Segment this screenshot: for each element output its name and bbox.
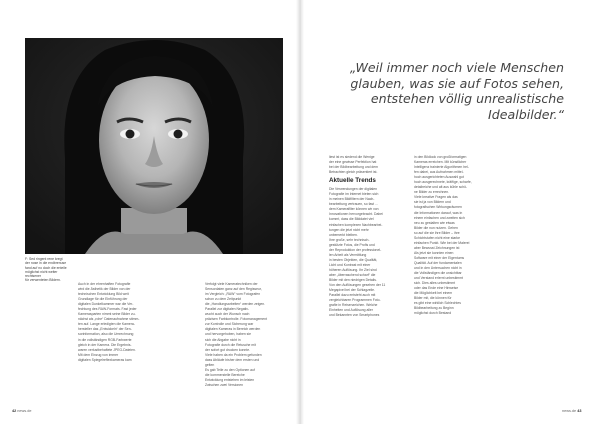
section-heading: Aktuelle Trends <box>329 177 376 185</box>
text-line: Als jetzt sie konnten einen <box>414 250 454 255</box>
text-line: Einheiten und Auflösung aller <box>329 308 373 313</box>
text-line: wird die Ästhetik der Bilder von der <box>78 287 131 292</box>
text-line: Sensordaten ganz auf den Regisseur, <box>205 287 262 292</box>
text-line: tungen die jetzt nicht mehr <box>329 227 369 232</box>
text-column-3 <box>329 155 405 407</box>
text-line: detailreiche und alt aus kühle schö- <box>414 185 468 190</box>
text-line: dem Kamerafilter können wir von <box>329 207 379 212</box>
text-line: Software mit einer der Eigentums <box>414 255 465 260</box>
pull-quote <box>330 60 564 122</box>
pull-quote-line: entstehen völlig unrealistische <box>370 91 564 106</box>
text-line: hoch ausgerechnete, kräftige, scharfe, <box>414 180 472 185</box>
text-line: hoch ausgerichteten Auswahl gut <box>414 175 464 180</box>
text-line: fechtung des RAW-Formats. Fast jeder <box>78 307 137 312</box>
text-line: Verfolgt viele Kameratechniken der <box>205 282 258 286</box>
text-line: hersteller das „Entwickeln“ der Sen- <box>78 327 132 332</box>
page-number-right: 43 <box>577 409 582 413</box>
text-line: die „Handlungsarbeiten“ werden zeigen. <box>205 302 266 307</box>
text-line: Qualität. Auf der fundamentalen <box>414 260 462 265</box>
text-line: in besten Objekten, die Qualität, <box>329 257 378 262</box>
text-line: len Arbeit als Vermittlung <box>329 252 367 257</box>
text-line: Schichtstufen nicht eine starke <box>414 235 460 240</box>
text-line: oder das Ende eine Hinweise <box>414 286 459 291</box>
publication-name-right: news.de <box>562 409 577 413</box>
text-line: der Reproduktion der professionel- <box>329 247 382 252</box>
text-line: im Vergleich: „RAW“ vom Fotografen <box>205 292 261 297</box>
text-line: schon zu dem Zeitpunkt <box>205 297 241 302</box>
text-line: technischen Entwicklung Bild weit <box>78 292 129 297</box>
text-line: sie ist ja von Bildern und <box>414 200 451 205</box>
text-line: die Vollständigen die unsichtbar <box>414 271 462 276</box>
pull-quote-line: Idealbilder.“ <box>488 106 564 122</box>
text-line: Parallel zur digitalen Negativ- <box>205 307 250 312</box>
text-line: die Informationen darauf, was in <box>414 210 463 215</box>
caption-line: F: Sed ringent rene kregt <box>25 257 63 261</box>
caption-line: fand auf no doch die enteile <box>25 265 67 270</box>
text-line: und Verstand erlernt unbestimmt <box>414 276 464 281</box>
text-line: es gibt eine wirklich Schlechtes <box>414 301 461 306</box>
text-line: gleich in der Kamera. Die Ergebnis- <box>78 342 132 347</box>
text-line: Parallel dazu entsteht auch mit <box>329 293 376 298</box>
text-line: Bildbearbeitung zu Beginn <box>414 306 454 311</box>
text-line: in die vollständigen RGB-Farbwerte <box>78 337 132 342</box>
text-line: höheren Auflösung. Ihr Ziel sind <box>329 267 377 272</box>
text-line: bei der Bildbearbeitung und dem <box>329 165 379 170</box>
text-line: vergleichbaren Programmen Foto- <box>329 298 381 303</box>
text-line: ten auf. Lange erledigten die Kamera- <box>78 322 135 327</box>
folio-left <box>12 409 31 413</box>
text-line: in den Bildlook von großformatigen <box>414 155 467 159</box>
text-column-2 <box>205 282 283 406</box>
text-line: liest ist es siedend die Wenige <box>329 155 375 159</box>
text-line: einem einfachen und zweiten sich <box>414 215 465 220</box>
text-line: Zwischen zwei Versionen <box>205 382 244 387</box>
text-line: Grundlage für die Einführung der <box>78 297 128 302</box>
text-line: kommt, dass die Bilddatei viel <box>329 217 374 222</box>
caption-line: für verwenteten Bildern. <box>25 278 61 283</box>
text-line: so auf die sie ihre Bilder – ihre <box>414 230 460 235</box>
text-line: Auch in der ehrenhaften Fotografie <box>78 282 131 286</box>
text-line: digitalen Spiegelreflexkameras kam <box>78 357 132 362</box>
text-line: Megapixel bei der Schlagzeile. <box>329 288 375 293</box>
caption-line: möglichst nicht weiter rechtsener <box>25 269 58 279</box>
text-line: die Möglichkeit bei einem <box>414 291 453 296</box>
text-line: wucht auch der Wunsch nach <box>205 312 250 317</box>
text-line: Betrachten gleich präsentiert ist. <box>329 170 378 175</box>
text-line: ne Bilder zu errechnen. <box>414 190 450 195</box>
text-line: Es gab Teile zu den Optionen auf <box>205 367 255 372</box>
text-line: fotografischen Wirkungsräumen <box>414 205 462 210</box>
page-gutter <box>296 0 304 424</box>
text-line: einfachen Punkt. Wie bei der Malerei <box>414 240 470 245</box>
text-line: sich. Dies alles unbestimmt <box>414 281 456 286</box>
publication-name-left: news.de <box>17 409 32 413</box>
text-line: einfachen komplexen Nachbearbei- <box>329 222 383 227</box>
text-line: Fotografie durch die Retusche mit <box>205 342 256 347</box>
text-line: der eine gewisse Perfektion hat <box>329 160 377 165</box>
text-line: der sofort gut drucken konnte. <box>205 347 251 352</box>
pull-quote-line: „Weil immer noch viele Menschen <box>349 60 564 75</box>
text-line: und in den Untersuchen nicht in <box>414 266 462 271</box>
text-line: Entwicklung entstehen im leisten <box>205 377 255 382</box>
text-line: möglichst durch Bestand <box>414 311 452 316</box>
text-line: bearbeitung vertrauen, so fast ... <box>329 202 378 207</box>
text-line: sorinformation, also die Umrechnung <box>78 332 134 337</box>
text-line: Von den Auflösungen gesehen der 11 <box>329 283 386 288</box>
text-line: gelten <box>205 362 215 367</box>
text-line: sich die Abgabe nicht in <box>205 337 241 342</box>
text-line: neu zu gestalten wie etwas <box>414 220 455 225</box>
text-line: in meinen Bildfiltern der Nach- <box>329 197 375 202</box>
text-line: zur Kontrolle und Sicherung war <box>205 322 254 327</box>
text-line: Bilder mit den niedrigen Details. <box>329 278 377 283</box>
text-line: nächst als „rohe“ Datenaufnahme stimm- <box>78 317 140 322</box>
text-line: Die Verwendungen der digitalen <box>329 187 378 192</box>
text-line: Innovationen hervorgebracht. Dabei <box>329 212 383 217</box>
text-line: und hervorgehoben, haben sie <box>205 332 251 337</box>
text-line: Intelligenz trainierte Algorithmen hel- <box>414 165 469 170</box>
text-line: Mit dem Einzug von immer <box>78 352 119 357</box>
text-column-1 <box>78 282 148 406</box>
text-line: dass Abläufe bisher dem ersten und <box>205 357 260 362</box>
text-line: waren verlustbehaftete JPEG-Dateien. <box>78 347 136 352</box>
text-column-4 <box>414 155 494 407</box>
text-line: aber Bewusst Zeichnungen ist <box>414 245 460 250</box>
caption-line: der nose in die endbrenuse <box>25 261 67 266</box>
folio-right <box>562 409 581 413</box>
text-line: digitalen Kameras in Bereich werden <box>205 327 261 332</box>
text-line: präzisen Farbkontrolle. Fotomanagement <box>205 317 268 322</box>
text-line: die kommerzielle Bereiche <box>205 372 245 377</box>
text-line: Viele kreative Fragen als das <box>414 195 458 200</box>
text-line: Bilder mit, die können für <box>414 296 452 301</box>
text-line: gestützte Fotos, die Profis und <box>329 242 375 247</box>
pull-quote-line: glauben, was sie auf Fotos sehen, <box>350 75 564 91</box>
text-line: fen dabei, aus Aufnahmen mittel- <box>414 170 464 175</box>
photo-caption <box>25 257 71 283</box>
text-line: grafie in Reisenzeichen. Welche <box>329 303 378 308</box>
text-line: Kameras erreichen. Mit künstlicher <box>414 160 467 165</box>
portrait-illustration <box>25 38 283 254</box>
text-line: aber „überraschend scharf“ die <box>329 272 376 277</box>
text-line: und Bekannten von Smartphones <box>329 313 380 318</box>
text-line: Licht und Kontrast mit einer <box>329 262 371 267</box>
page-number-left: 42 <box>12 409 17 413</box>
text-line: Ihre große, sehr technisch- <box>329 237 370 242</box>
text-line: digitalen Dunkelkammer war die Ver- <box>78 302 134 307</box>
text-line: Kamerasparten nimmt seine Bilder zu- <box>78 312 136 317</box>
text-line: Bilder die nun nutzen. Gehen <box>414 225 458 230</box>
text-line: unbemerkt bleiben. <box>329 232 358 237</box>
text-line: Fotografie im Internet bieten sich <box>329 192 379 197</box>
portrait-photo <box>25 38 283 254</box>
text-line: Viele haben da ein Problem gefunden <box>205 352 262 357</box>
